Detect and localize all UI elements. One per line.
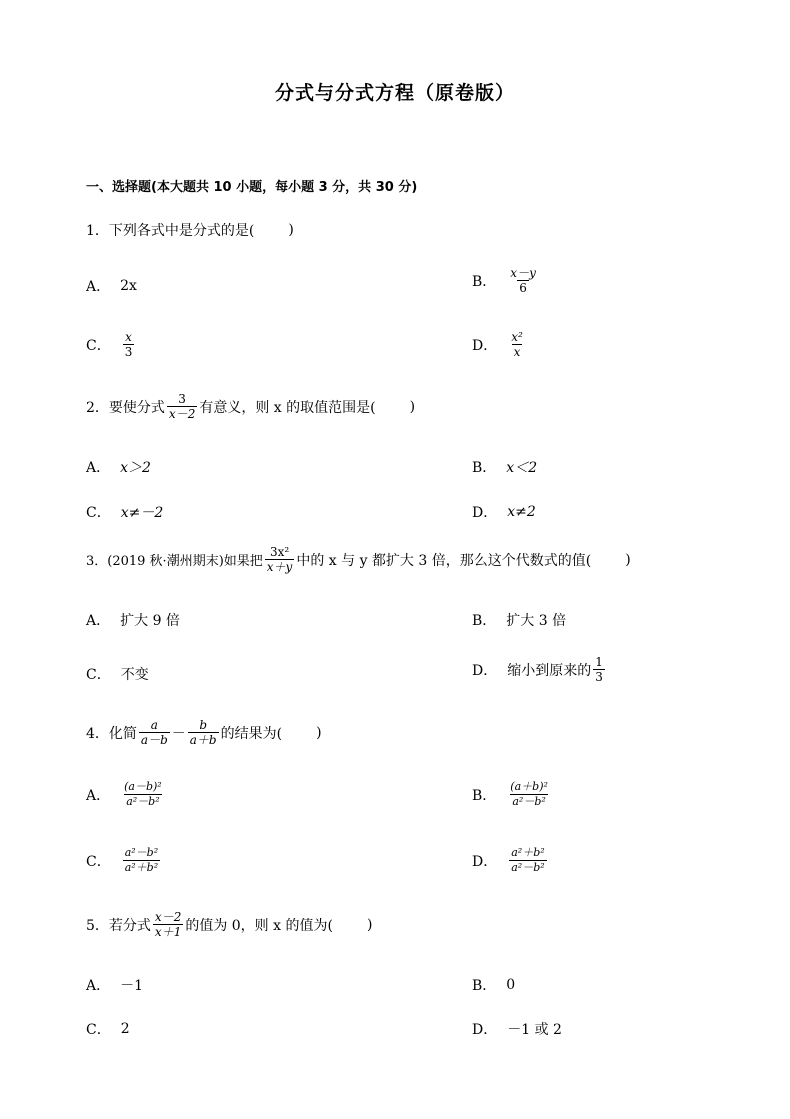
question-close: ) bbox=[409, 398, 416, 415]
option-label: C． bbox=[86, 337, 111, 354]
option-fraction bbox=[123, 846, 160, 875]
q3-option-b bbox=[472, 610, 566, 630]
q4-option-d bbox=[472, 846, 549, 875]
option-text: 扩大 3 倍 bbox=[506, 613, 567, 629]
question-text: 3．(2019 秋·潮州期末)如果把 bbox=[86, 554, 263, 569]
option-label: D． bbox=[472, 337, 498, 354]
question-1-stem bbox=[86, 220, 294, 240]
option-label: C． bbox=[86, 1022, 111, 1038]
question-3-stem bbox=[86, 545, 631, 574]
q4-option-c bbox=[86, 846, 162, 875]
question-close: ) bbox=[288, 222, 294, 238]
option-text: 缩小到原来的 bbox=[507, 662, 592, 679]
fraction-denominator: a²－b² bbox=[512, 795, 546, 808]
fraction-denominator: 3 bbox=[595, 670, 603, 684]
q5-option-c bbox=[86, 1019, 130, 1039]
question-5-stem bbox=[86, 910, 372, 939]
option-label: C． bbox=[86, 505, 111, 521]
q2-option-a bbox=[86, 457, 151, 477]
question-text-tail: 的结果为( bbox=[220, 725, 283, 742]
fraction-numerator: a²＋b² bbox=[511, 846, 545, 859]
fraction-numerator: a²－b² bbox=[124, 846, 159, 859]
q1-option-d bbox=[472, 330, 527, 359]
fraction-denominator: x－2 bbox=[168, 407, 196, 421]
question-4-stem bbox=[86, 718, 322, 747]
fraction-denominator: a²＋b² bbox=[124, 861, 159, 874]
question-close: ) bbox=[366, 916, 373, 933]
option-label: D． bbox=[472, 505, 498, 521]
option-label: A． bbox=[86, 787, 111, 804]
fraction-numerator: x² bbox=[511, 330, 523, 344]
question-close: ) bbox=[625, 551, 631, 568]
question-text-tail: 中的 x 与 y 都扩大 3 倍，那么这个代数式的值( bbox=[296, 552, 592, 569]
option-label: D． bbox=[472, 1022, 498, 1038]
q4-option-a bbox=[86, 780, 166, 809]
fraction-numerator: 3x² bbox=[269, 545, 290, 559]
option-text: x≠－2 bbox=[120, 505, 164, 521]
question-text-tail: 有意义，则 x 的取值范围是( bbox=[199, 399, 376, 416]
q2-option-d bbox=[472, 502, 536, 522]
option-label: A． bbox=[86, 279, 111, 295]
stem-fraction-1 bbox=[139, 718, 170, 747]
q1-option-c bbox=[86, 330, 136, 359]
stem-fraction bbox=[167, 392, 197, 421]
option-label: A． bbox=[86, 460, 111, 476]
fraction-numerator: (a＋b)² bbox=[510, 780, 548, 793]
option-label: C． bbox=[86, 667, 111, 683]
q3-option-c bbox=[86, 664, 149, 684]
option-fraction bbox=[509, 846, 546, 875]
question-text: 1．下列各式中是分式的是( bbox=[86, 223, 255, 239]
fraction-numerator: x－2 bbox=[154, 910, 182, 924]
page-title: 分式与分式方程（原卷版） bbox=[274, 82, 515, 104]
stem-fraction bbox=[265, 545, 295, 574]
q5-option-a bbox=[86, 975, 143, 995]
fraction-numerator: x bbox=[125, 330, 132, 344]
option-fraction bbox=[508, 266, 538, 295]
fraction-denominator: 6 bbox=[519, 281, 527, 295]
option-label: B． bbox=[472, 460, 497, 476]
minus-sign: － bbox=[171, 725, 186, 742]
q2-option-b bbox=[472, 457, 537, 477]
option-fraction bbox=[509, 330, 525, 359]
option-text: 0 bbox=[506, 977, 516, 993]
question-text: 4．化简 bbox=[86, 725, 137, 742]
option-text: 2 bbox=[120, 1021, 130, 1037]
fraction-numerator: 3 bbox=[178, 392, 186, 406]
option-text: x＜2 bbox=[506, 460, 538, 476]
fraction-numerator: x－y bbox=[510, 266, 536, 280]
option-fraction bbox=[123, 330, 135, 359]
q2-option-c bbox=[86, 502, 163, 522]
stem-fraction bbox=[153, 910, 183, 939]
stem-fraction-2 bbox=[188, 718, 219, 747]
fraction-denominator: a²－b² bbox=[126, 795, 160, 808]
option-label: D． bbox=[472, 853, 498, 870]
option-text: 2x bbox=[120, 278, 137, 294]
q3-option-a bbox=[86, 610, 180, 630]
option-fraction bbox=[508, 780, 550, 809]
fraction-denominator: a＋b bbox=[189, 733, 217, 747]
option-label: B． bbox=[472, 273, 497, 290]
fraction-numerator: a bbox=[150, 718, 158, 732]
q5-option-d bbox=[472, 1019, 562, 1039]
question-2-stem bbox=[86, 392, 415, 421]
q1-option-a bbox=[86, 276, 137, 296]
option-text: x≠2 bbox=[507, 504, 536, 520]
option-text: 不变 bbox=[120, 667, 149, 683]
fraction-numerator: 1 bbox=[595, 655, 603, 669]
option-label: B． bbox=[472, 787, 497, 804]
option-text: －1 或 2 bbox=[507, 1022, 562, 1038]
q4-option-b bbox=[472, 780, 552, 809]
question-text: 2．要使分式 bbox=[86, 399, 165, 416]
question-close: ) bbox=[316, 724, 322, 741]
option-label: D． bbox=[472, 662, 498, 679]
option-label: B． bbox=[472, 613, 497, 629]
fraction-denominator: 3 bbox=[124, 345, 133, 359]
section-heading: 一、选择题(本大题共 10 小题，每小题 3 分，共 30 分) bbox=[86, 180, 418, 195]
fraction-numerator: (a－b)² bbox=[124, 780, 162, 793]
fraction-denominator: x＋y bbox=[266, 560, 293, 574]
question-text: 5．若分式 bbox=[86, 917, 151, 934]
option-label: B． bbox=[472, 978, 497, 994]
option-text: 扩大 9 倍 bbox=[120, 613, 180, 629]
fraction-numerator: b bbox=[199, 718, 208, 732]
q3-option-d bbox=[472, 655, 607, 684]
option-label: C． bbox=[86, 853, 111, 870]
fraction-denominator: x＋1 bbox=[154, 925, 182, 939]
fraction-denominator: a－b bbox=[140, 733, 168, 747]
q1-option-b bbox=[472, 266, 540, 295]
fraction-denominator: a²－b² bbox=[511, 861, 545, 874]
option-text: x＞2 bbox=[120, 460, 151, 476]
option-fraction bbox=[122, 780, 164, 809]
option-text: －1 bbox=[120, 978, 144, 994]
fraction-denominator: x bbox=[513, 345, 521, 359]
option-label: A． bbox=[86, 978, 111, 994]
option-label: A． bbox=[86, 613, 111, 629]
q5-option-b bbox=[472, 975, 515, 995]
question-text-tail: 的值为 0，则 x 的值为( bbox=[185, 917, 333, 934]
option-fraction bbox=[593, 655, 605, 684]
